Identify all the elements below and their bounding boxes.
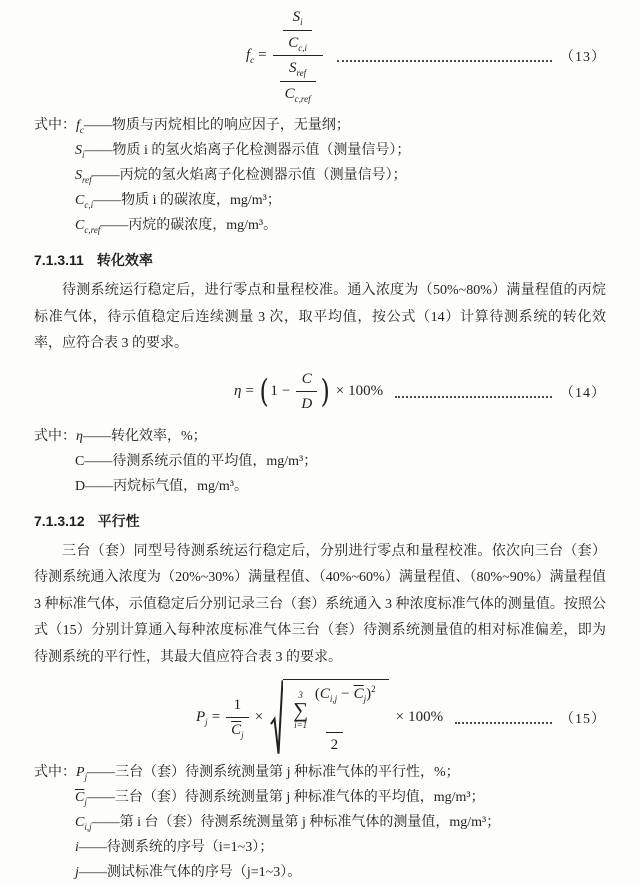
- definition-text: 三台（套）待测系统测量第 j 种标准气体的平均值，mg/m³；: [114, 790, 485, 806]
- definition-text: 物质 i 的碳浓度，mg/m³；: [121, 193, 281, 208]
- definition-text: 丙烷的氢火焰离子化检测器示值（测量信号）；: [119, 168, 407, 183]
- equals-sign: =: [211, 709, 221, 726]
- definition-text: 三台（套）待测系统测量第 j 种标准气体的平行性，%；: [115, 765, 460, 781]
- formula-13-math: [246, 6, 325, 105]
- section-number: 7.1.3.12: [34, 512, 85, 529]
- definition-text: 待测系统示值的平均值，mg/m³；: [112, 453, 318, 469]
- definition-row: [34, 835, 606, 860]
- definition-text: 丙烷标气值，mg/m³。: [113, 478, 248, 494]
- definition-symbol: $S_{ref}$: [75, 168, 92, 185]
- defs-prefix: 式中：: [34, 765, 76, 781]
- definition-dash: ——: [87, 765, 116, 781]
- definition-dash: ——: [93, 193, 122, 208]
- formula-15-squared-term: $(C_{i,j} - \overline{C}_j)^2$: [314, 684, 376, 704]
- section-title: 转化效率: [96, 252, 153, 268]
- formula-15-lhs: $P_j$: [196, 709, 208, 728]
- definition-text: 物质与丙烷相比的响应因子，无量纲；: [111, 118, 350, 133]
- section-title: 平行性: [97, 512, 140, 529]
- definition-dash: ——: [82, 428, 111, 444]
- definition-dash: ——: [84, 453, 113, 469]
- dotted-leader: [337, 60, 552, 62]
- formula-15-coefficient: $\frac{1}{\overline{C}_j}$: [226, 694, 249, 742]
- definition-dash: ——: [83, 118, 112, 133]
- formula-13-upper-fraction: $\frac{S_i}{C_{c,i}}$: [283, 6, 312, 54]
- equals-sign: =: [258, 47, 267, 63]
- definition-symbol: $C_{c,i}$: [75, 193, 94, 210]
- formula-14-fraction: $\frac{C}{D}$: [296, 368, 317, 416]
- definition-symbol: $P_j$: [76, 765, 88, 783]
- definition-row: [34, 810, 606, 835]
- definition-row: [34, 138, 606, 163]
- formula-15-result: 100%: [408, 709, 444, 726]
- definition-text: 丙烷的碳浓度，mg/m³。: [128, 218, 278, 233]
- radical-sign-icon: [270, 679, 283, 756]
- definition-dash: ——: [86, 790, 115, 806]
- defs-prefix: 式中：: [34, 428, 76, 444]
- definition-row: [34, 449, 606, 474]
- definition-symbol: j: [75, 865, 79, 881]
- section-number: 7.1.3.11: [34, 252, 84, 268]
- definition-row: [34, 785, 606, 810]
- definition-symbol: C: [75, 453, 85, 469]
- times-sign: ×: [335, 383, 345, 399]
- definition-row: [34, 860, 606, 885]
- definition-dash: ——: [91, 815, 120, 831]
- formula-15-math: [196, 679, 443, 756]
- definition-symbol: $C_{c,ref}$: [75, 218, 101, 235]
- definition-text: 转化效率，%；: [110, 428, 207, 444]
- definition-dash: ——: [85, 478, 114, 494]
- definition-text: 待测系统的序号（i=1~3）；: [106, 840, 274, 856]
- times-sign: ×: [254, 709, 264, 726]
- sigma-icon: ∑: [293, 697, 309, 722]
- equals-sign: =: [245, 383, 254, 399]
- definition-dash: ——: [78, 840, 107, 856]
- definition-row: [34, 760, 606, 785]
- left-parenthesis: (: [259, 372, 269, 411]
- formula-15: [34, 679, 606, 756]
- definitions-formula-13: [34, 113, 606, 238]
- section-11-paragraph: 待测系统运行稳定后，进行零点和量程校准。通入浓度为（50%~80%）满量程值的丙烷标准气体，待示值稳定后连续测量 3 次，取平均值，按公式（14）计算待测系统的转化效率，应符合表 3 的要求。: [34, 283, 606, 351]
- definition-symbol: $S_i$: [75, 143, 85, 160]
- section-heading-7-1-3-12: [34, 511, 606, 531]
- definitions-formula-15: [34, 760, 606, 885]
- formula-14-lhs: η: [234, 383, 242, 399]
- formula-14-one: 1: [270, 383, 278, 399]
- formula-14: [34, 368, 606, 416]
- definition-symbol: $f_c$: [76, 118, 84, 135]
- defs-prefix: 式中：: [34, 118, 76, 133]
- definition-row: [34, 474, 606, 499]
- definition-symbol: D: [75, 478, 86, 494]
- minus-sign: −: [281, 383, 291, 399]
- equation-number-13: （13）: [560, 49, 606, 65]
- times-sign: ×: [395, 709, 405, 726]
- square-root: [270, 679, 389, 756]
- definition-row: [34, 113, 606, 138]
- formula-13-lhs: $f_c$: [246, 47, 255, 65]
- definition-text: 测试标准气体的序号（j=1~3）。: [106, 865, 302, 881]
- section-12-paragraph: 三台（套）同型号待测系统运行稳定后，分别进行零点和量程校准。依次向三台（套）待测系统通入浓度为（20%~30%）满量程值、（40%~60%）满量程值、（80%~90%）满量程值 3 种标准气体，示值稳定后分别记录三台（套）系统通入 3 种浓度标准气体的测量值。按照公式（15）分别计算通入每种浓度标准气体三台（套）待测系统测量值的相对标准偏差，即为待测系统的平行性，其最大值应符合表 3 的要求。: [34, 543, 606, 665]
- definition-dash: ——: [78, 865, 107, 881]
- dotted-leader: [395, 396, 552, 398]
- definition-row: [34, 424, 606, 449]
- definition-text: 第 i 台（套）待测系统测量第 j 种标准气体的测量值，mg/m³；: [119, 815, 501, 831]
- definition-row: [34, 188, 606, 213]
- formula-14-math: [234, 368, 383, 416]
- definition-row: [34, 213, 606, 238]
- formula-13: [34, 6, 606, 105]
- formula-13-outer-fraction: [273, 6, 323, 105]
- definition-symbol: i: [75, 840, 79, 856]
- definition-symbol: $\overline{C}_j$: [75, 790, 87, 808]
- summation: 3 ∑ i=1: [293, 690, 309, 730]
- equation-number-14: （14）: [560, 385, 606, 401]
- formula-13-lower-fraction: $\frac{S_{ref}}{C_{c,ref}}$: [280, 57, 316, 105]
- equation-number-15: （15）: [560, 711, 606, 727]
- definitions-formula-14: [34, 424, 606, 499]
- definition-row: [34, 163, 606, 188]
- definition-symbol: η: [76, 428, 83, 444]
- definition-symbol: $C_{i,j}$: [75, 815, 92, 833]
- definition-text: 物质 i 的氢火焰离子化检测器示值（测量信号）；: [112, 143, 411, 158]
- dotted-leader: [455, 722, 552, 724]
- formula-15-radicand-fraction: 3 ∑ i=1 $(C_{i,j} - \overline{C}_j)^2$ 2: [288, 683, 381, 756]
- formula-14-result: 100%: [348, 383, 384, 399]
- definition-dash: ——: [100, 218, 129, 233]
- section-heading-7-1-3-11: [34, 250, 606, 270]
- definition-dash: ——: [91, 168, 120, 183]
- right-parenthesis: ): [320, 372, 331, 411]
- definition-dash: ——: [84, 143, 113, 158]
